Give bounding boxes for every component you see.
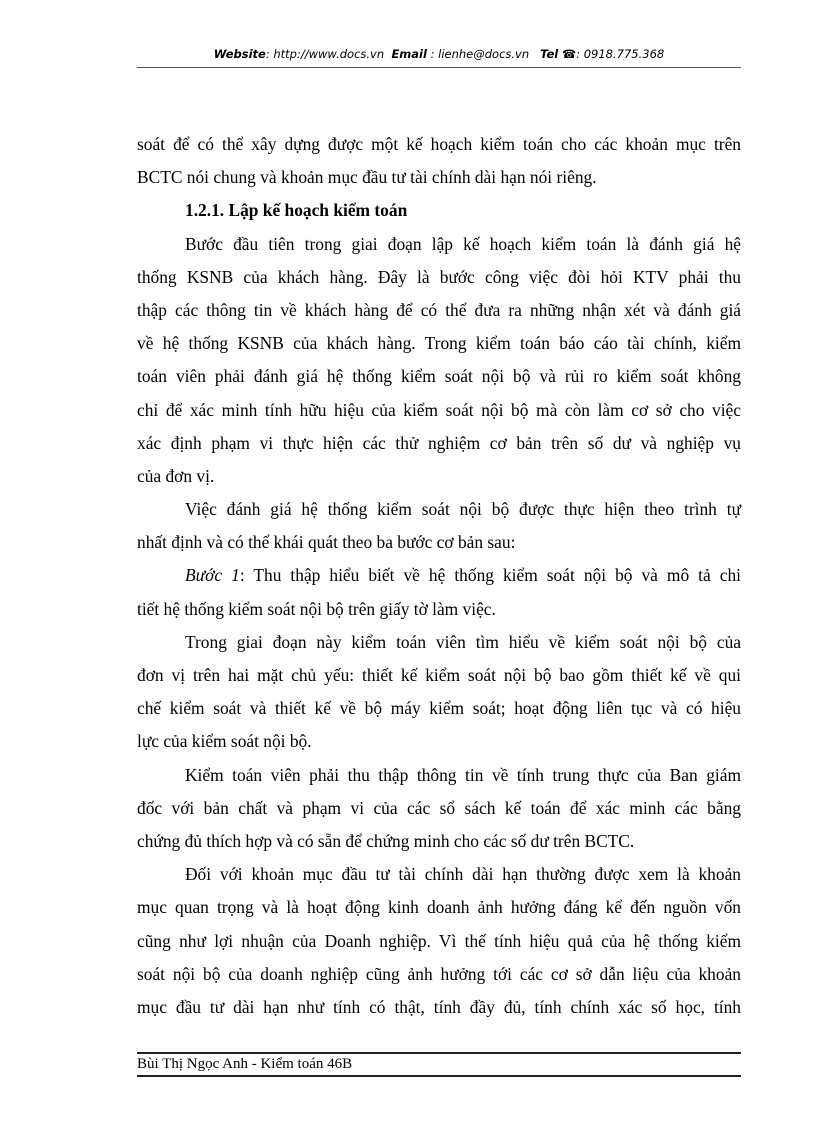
line-text: mục quan trọng và là hoạt động kinh doanh ảnh hưởng đáng kể đến nguồn vốn: [137, 897, 741, 918]
line-text: 1.2.1. Lập kế hoạch kiểm toán: [185, 200, 408, 221]
tel-value: : 0918.775.368: [576, 47, 665, 61]
line-text: thống KSNB của khách hàng. Đây là bước công việc đòi hỏi KTV phải thu: [137, 266, 741, 287]
text-line: [137, 528, 741, 561]
email-link[interactable]: : lienhe@docs.vn: [426, 47, 530, 61]
line-text: Đối với khoản mục đầu tư tài chính dài hạn thường được xem là khoản: [185, 864, 741, 885]
text-line: [137, 329, 741, 362]
line-text: của đơn vị.: [137, 465, 215, 486]
line-text: Kiểm toán viên phải thu thập thông tin về tính trung thực của Ban giám: [185, 764, 741, 785]
text-line: [137, 628, 741, 661]
text-line: [137, 794, 741, 827]
website-link[interactable]: : http://www.docs.vn: [265, 47, 385, 61]
text-line: [137, 727, 741, 760]
line-text: Bước đầu tiên trong giai đoạn lập kế hoạch kiểm toán là đánh giá hệ: [185, 233, 741, 254]
line-text: chỉ để xác minh tính hữu hiệu của kiểm soát nội bộ mà còn làm cơ sở cho việc: [137, 399, 741, 420]
line-text: đốc với bản chất và phạm vi của các sổ sách kế toán để xác minh các bằng: [137, 797, 741, 818]
text-line: [137, 993, 741, 1026]
line-text: Thu thập hiểu biết về hệ thống kiểm soát nội bộ và mô tả chi: [253, 565, 741, 586]
text-line: [137, 960, 741, 993]
text-line: [137, 130, 741, 163]
line-text: đơn vị trên hai mặt chủ yếu: thiết kế kiểm soát nội bộ bao gồm thiết kế về qui: [137, 665, 741, 685]
line-text: mục đầu tư dài hạn như tính có thật, tính đầy đủ, tính chính xác số học, tính: [137, 996, 741, 1017]
text-line: [137, 396, 741, 429]
line-text: nhất định và có thể khái quát theo ba bước cơ bản sau:: [137, 532, 516, 553]
text-line: [137, 495, 741, 528]
line-text: Việc đánh giá hệ thống kiểm soát nội bộ được thực hiện theo trình tự: [185, 499, 741, 520]
text-line: [137, 263, 741, 296]
line-text: về hệ thống KSNB của khách hàng. Trong kiểm toán báo cáo tài chính, kiểm: [137, 333, 741, 354]
body-text: [137, 130, 741, 1026]
line-text: chứng đủ thích hợp và có sẵn để chứng minh cho các số dư trên BCTC.: [137, 830, 635, 851]
line-text: tiết hệ thống kiểm soát nội bộ trên giấy tờ làm việc.: [137, 598, 496, 619]
section-heading: [137, 196, 741, 229]
footer-divider-bottom: [137, 1075, 741, 1077]
text-line: [137, 860, 741, 893]
text-line: [137, 661, 741, 694]
line-text: toán viên phải đánh giá hệ thống kiểm soát nội bộ và rủi ro kiểm soát không: [137, 366, 741, 387]
line-text: BCTC nói chung và khoản mục đầu tư tài chính dài hạn nói riêng.: [137, 167, 597, 188]
line-text: cũng như lợi nhuận của Doanh nghiệp. Vì thế tính hiệu quả của hệ thống kiểm: [137, 930, 741, 951]
text-line: [137, 893, 741, 926]
website-label: Website: [213, 47, 266, 61]
text-line: [137, 163, 741, 196]
text-line: [137, 827, 741, 860]
text-line: [137, 761, 741, 794]
text-line: [137, 595, 741, 628]
text-line: [137, 362, 741, 395]
text-line: [137, 296, 741, 329]
footer-divider-top: [137, 1052, 741, 1054]
line-text: xác định phạm vi thực hiện các thử nghiệm cơ bản trên số dư và nghiệp vụ: [137, 432, 741, 453]
line-text: chế kiểm soát và thiết kế về bộ máy kiểm soát; hoạt động liên tục và có hiệu: [137, 698, 741, 719]
tel-label: Tel: [540, 47, 559, 61]
line-text: lực của kiểm soát nội bộ.: [137, 731, 312, 752]
text-line: [137, 694, 741, 727]
text-line: Bước 1: Thu thập hiểu biết về hệ thống kiểm soát nội bộ và mô tả chi: [185, 565, 741, 586]
header-divider: [137, 67, 741, 68]
footer-author: Bùi Thị Ngọc Anh - Kiểm toán 46B: [137, 1056, 353, 1072]
phone-icon: ☎: [561, 47, 577, 61]
text-line: [137, 462, 741, 495]
text-line: [137, 429, 741, 462]
line-text: soát nội bộ của doanh nghiệp cũng ảnh hưởng tới các cơ sở dẫn liệu của khoản: [137, 963, 741, 984]
page-header: [137, 47, 741, 61]
line-text: Trong giai đoạn này kiểm toán viên tìm hiểu về kiểm soát nội bộ của: [185, 631, 741, 652]
text-line: [137, 230, 741, 263]
line-text: thập các thông tin về khách hàng để có thể đưa ra những nhận xét và đánh giá: [137, 299, 741, 320]
line-text: soát để có thể xây dựng được một kế hoạch kiểm toán cho các khoản mục trên: [137, 134, 741, 154]
step-label: Bước 1: [185, 565, 240, 586]
email-label: Email: [391, 47, 427, 61]
text-line: [137, 927, 741, 960]
